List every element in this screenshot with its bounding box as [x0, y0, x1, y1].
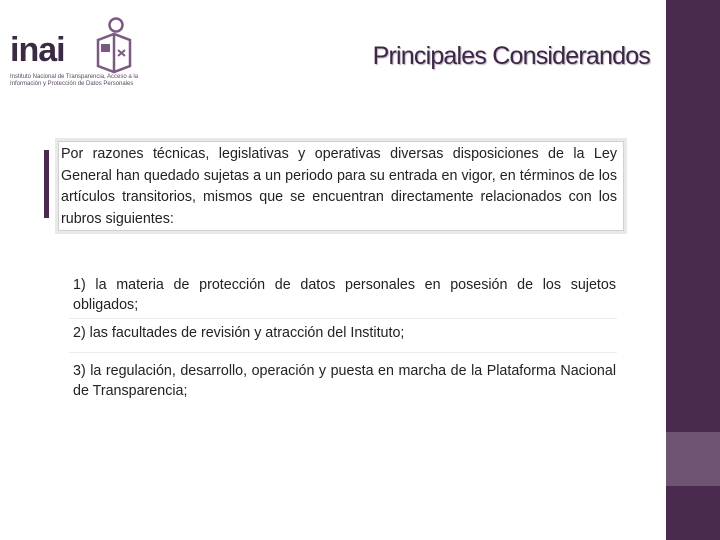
intro-accent-bar [44, 150, 49, 218]
inai-logo-icon [92, 16, 132, 78]
list-item: 1) la materia de protección de datos personales en posesión de los sujetos obligados; [73, 277, 616, 313]
list-item: 2) las facultades de revisión y atracción del Instituto; [73, 325, 405, 341]
logo-wordmark: inai [10, 31, 65, 69]
list-divider [69, 352, 617, 353]
logo-subtitle: Instituto Nacional de Transparencia, Acceso a la Información y Protección de Datos Personales [10, 74, 139, 87]
inai-logo [10, 16, 160, 96]
right-sidebar-band [666, 0, 720, 540]
list-item: 3) la regulación, desarrollo, operación y puesta en marcha de la Plataforma Nacional de Transparencia; [73, 363, 616, 399]
sidebar-accent-block [666, 432, 720, 486]
list-divider [69, 318, 617, 319]
slide-title: Principales Considerandos [372, 42, 650, 70]
intro-paragraph: Por razones técnicas, legislativas y operativas diversas disposiciones de la Ley General han quedado sujetas a un periodo para su entrada en vigor, en términos de los artículos transitorios, mismos que se encuentran directamente relacionados con los rubros siguientes: [61, 146, 617, 227]
